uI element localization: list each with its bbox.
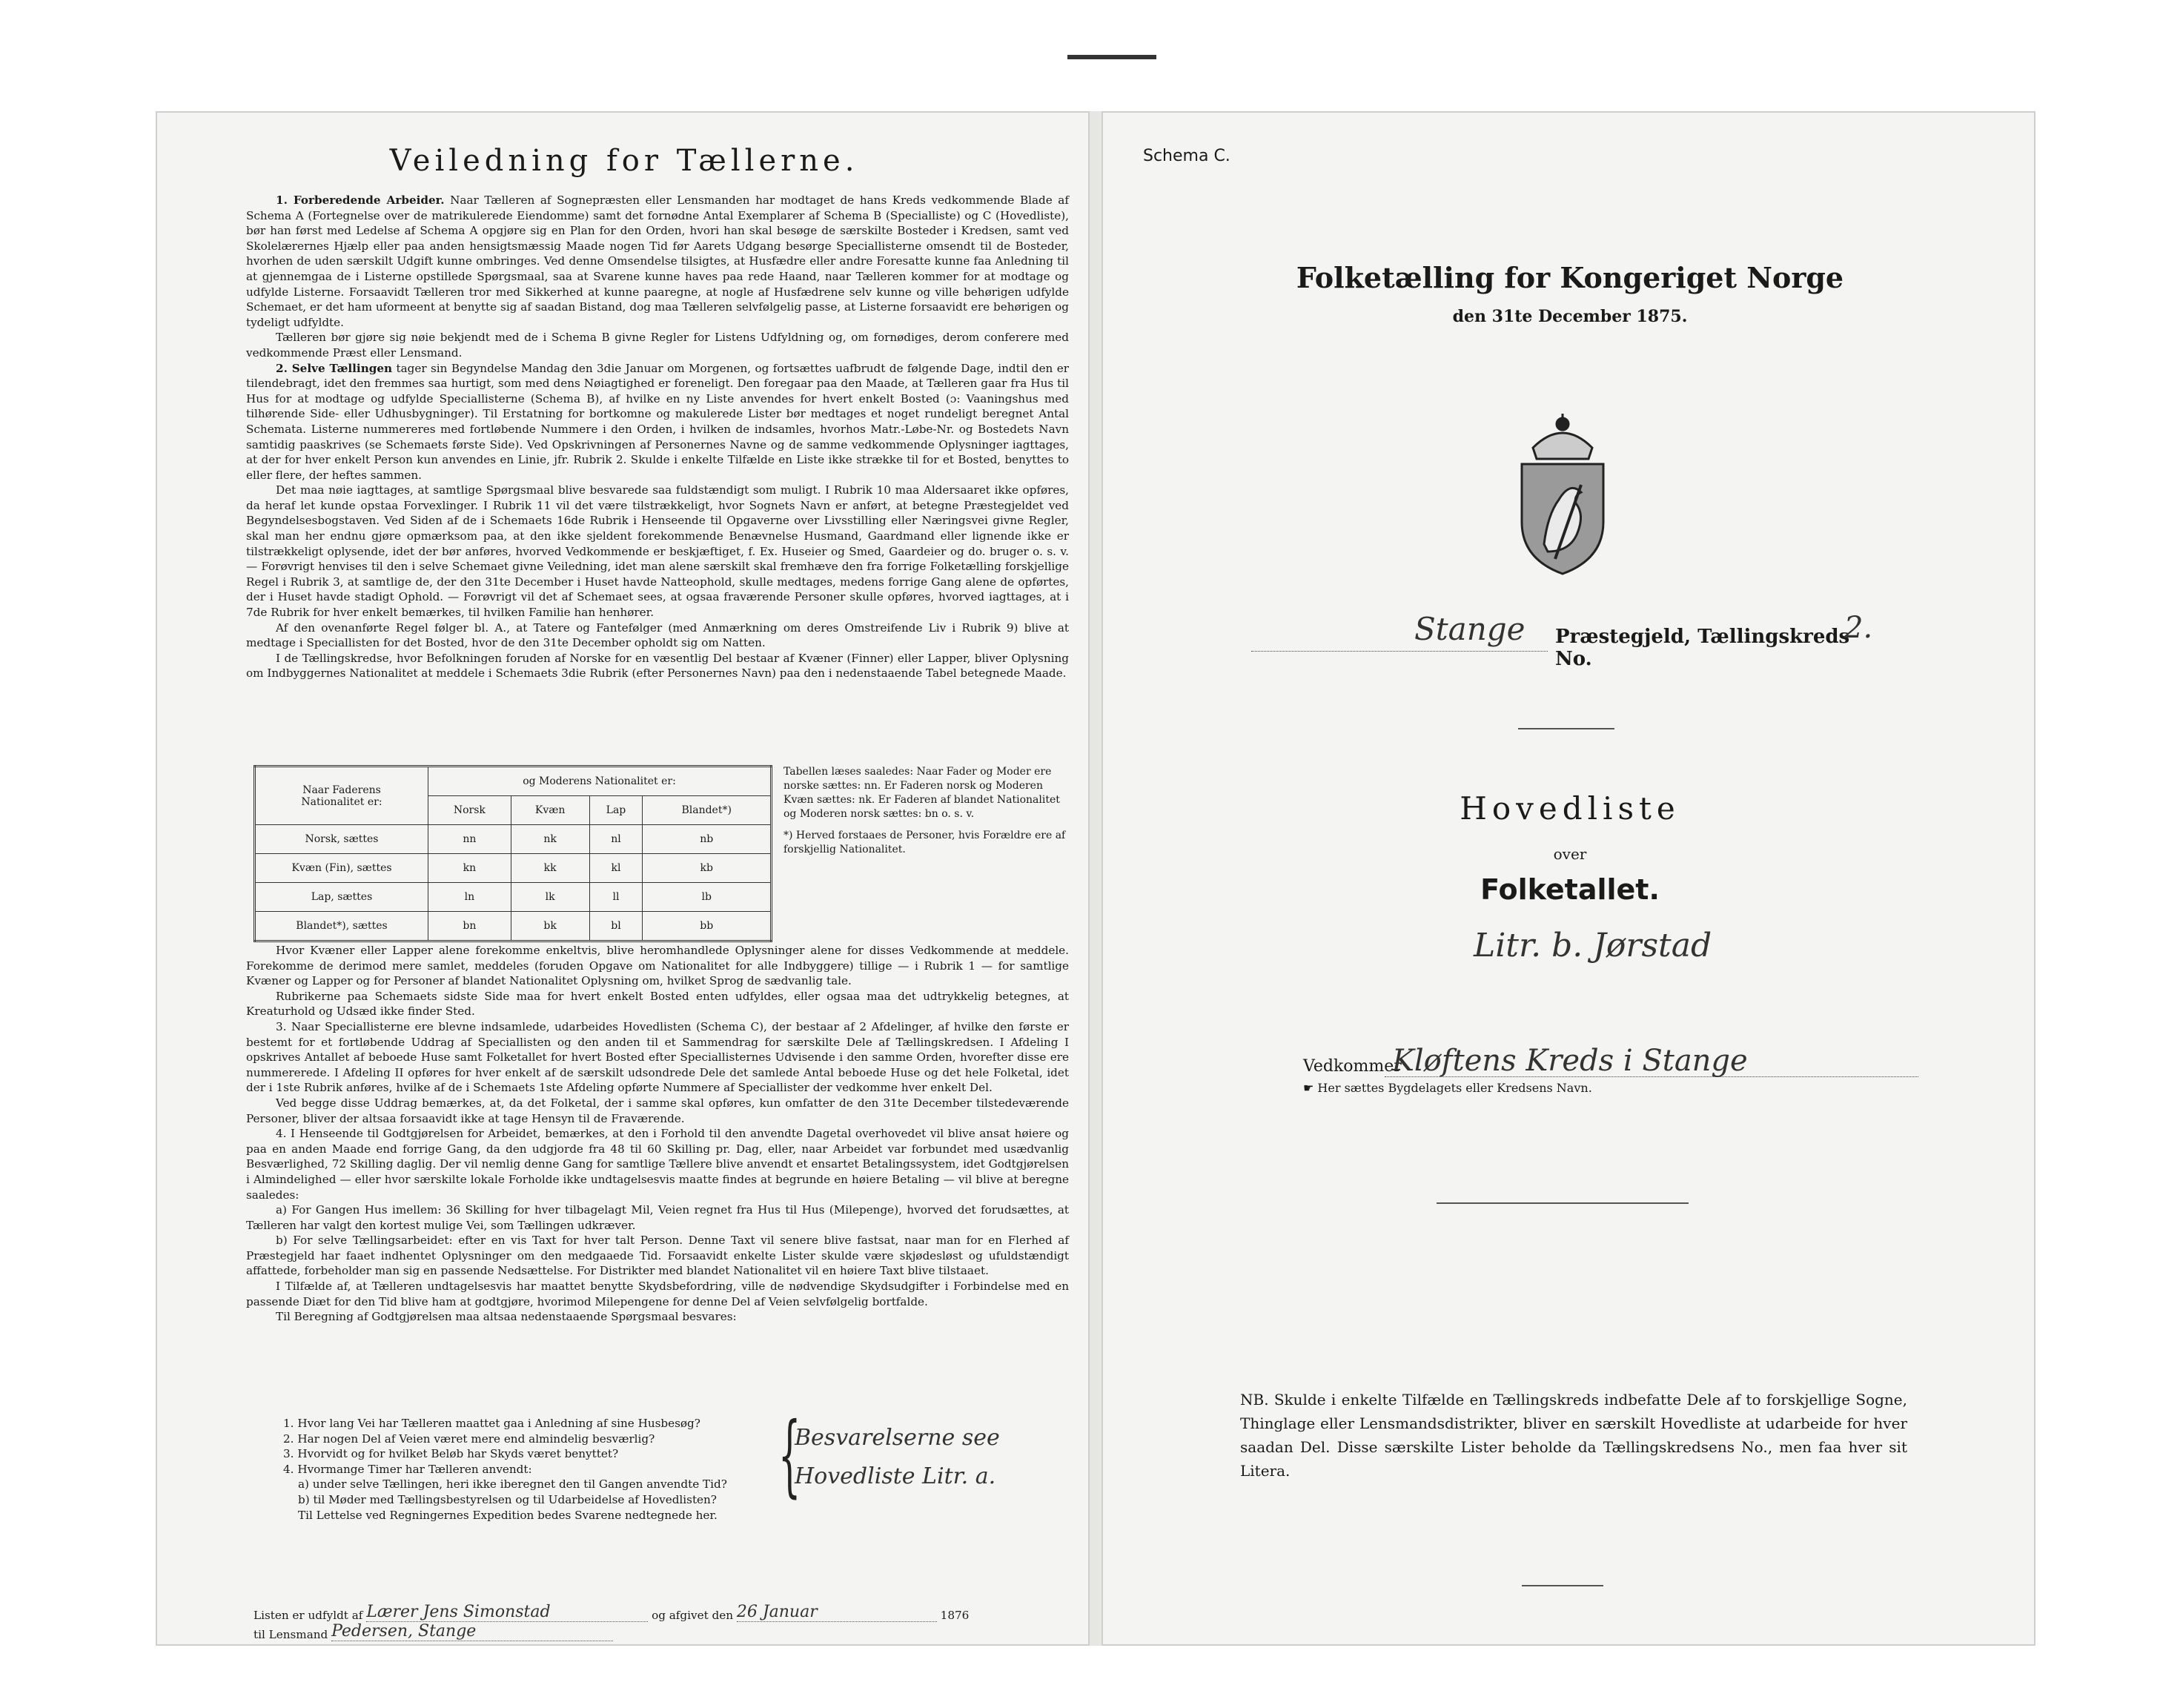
table-row xyxy=(255,912,772,941)
over-label: over xyxy=(1553,845,1587,863)
question: 3. Hvorvidt og for hvilket Beløb har Skyds været benyttet? xyxy=(283,1447,619,1461)
paragraph: I Tilfælde af, at Tælleren undtagelsesvis har maattet benytte Skydsbefordring, ville de nødvendige Skydsudgifter i Forbindelse med en passende Diæt for den Tid blive ham at godtgjøre, hvorimod Milepengene for denne Del af Veien selvfølgelig bortfalde. xyxy=(246,1280,1069,1308)
table-cell: bl xyxy=(589,912,643,941)
question: b) til Møder med Tællingsbestyrelsen og til Udarbeidelse af Hovedlisten? xyxy=(298,1492,717,1506)
vedkommer-label: Vedkommer xyxy=(1303,1057,1402,1076)
census-date: den 31te December 1875. xyxy=(1452,307,1688,326)
handwritten-district-no: 2. xyxy=(1844,611,1873,645)
vedkommer-note: ☛ Her sættes Bygdelagets eller Kredsens Navn. xyxy=(1303,1081,1592,1095)
coat-of-arms-icon xyxy=(1488,403,1637,584)
paragraph: 2. Selve Tællingen tager sin Begyndelse Mandag den 3die Januar om Morgenen, og fortsættes uafbrudt de følgende Dage, indtil den er tilendebragt, idet den fremmes saa hurtigt, som med dens Nøiagtighed er foreneligt. Den foregaar paa den Maade, at Tælleren gaar fra Hus til Hus for at modtage og udfylde Speciallisterne (Schema B), af hvilke en ny Liste anvendes for hvert enkelt Bosted (ɔ: Vaaningshus med tilhørende Side- eller Udhusbygninger). Til Erstatning for bortkomne og makulerede Lister bør medtages et noget rundeligt beregnet Antal Schemata. Listerne nummereres med fortløbende Nummere i den Orden, i hvilken de indsamles, hvorhos Matr.-Løbe-Nr. og Bostedets Navn samtidig paaskrives (se Schemaets første Side). Ved Opskrivningen af Personernes Navne og de samme vedkommende Oplysninger iagttages, at der for hver enkelt Person kun anvendes en Linie, jfr. Rubrik 2. Skulde i enkelte Tilfælde en Liste ikke strække til for et Bosted, benyttes to eller flere, der heftes sammen. xyxy=(246,361,1069,482)
right-page xyxy=(1102,111,2035,1646)
filled-by-line: Listen er udfyldt af Lærer Jens Simonstad og afgivet den 26 Januar 1876 xyxy=(254,1603,970,1622)
paragraph: Det maa nøie iagttages, at samtlige Spørgsmaal blive besvarede saa fuldstændigt som muligt. I Rubrik 10 maa Aldersaaret ikke opføres, da heraf let kunde opstaa Forvexlinger. I Rubrik 11 vil det være tilstrækkeligt, hvor Sognets Navn er anført, at betegne Præstegjeldet ved Begyndelsesbogstaven. Ved Siden af de i Schemaets 16de Rubrik i Henseende til Opgaverne over Livsstilling eller Næringsvei givne Regler, skal man her endnu gjøre opmærksom paa, at den ikke sjeldent forekommende Benævnelse Husmand, Gaardmand eller lignende ikke er tilstrækkeligt oplysende, idet der bør anføres, hvorved Vedkommende er beskjæftiget, f. Ex. Huseier og Smed, Gaardeier og do. bruger o. s. v. — Forøvrigt henvises til den i selve Schemaet givne Veiledning, idet man alene særskilt skal fremhæve den fra forrige Folketælling forskjellige Regel i Rubrik 3, at samtlige de, der den 31te December i Huset havde Natteophold, skulle medtages, medens forrige Gang alene de opførtes, der i Huset havde stadigt Ophold. — Forøvrigt vil det af Schemaet sees, at ogsaa fraværende Personer skulle opføres, hvorved iagttages, at i 7de Rubrik for hver enkelt bemærkes, til hvilken Familie han henhører. xyxy=(246,483,1069,620)
row-label: Blandet*), sættes xyxy=(255,912,428,941)
schema-label: Schema C. xyxy=(1143,147,1230,165)
divider xyxy=(1522,1585,1603,1586)
nb-note: NB. Skulde i enkelte Tilfælde en Tællingskreds indbefatte Dele af to forskjellige Sogne, Thinglage eller Lensmandsdistrikter, bliver en særskilt Hovedliste at udarbeide for hver saadan Del. Disse særskilte Lister beholde da Tællingskredsens No., men faa hver sit Litera. xyxy=(1240,1391,1907,1480)
paragraph: Hvor Kvæner eller Lapper alene forekomme enkeltvis, blive heromhandlede Oplysninger alene for disses Vedkommende at meddele. Forekomme de derimod mere samlet, meddeles (foruden Opgave om Nationalitet for alle Indbyggere) tillige — i Rubrik 1 — for samtlige Kvæner og Lapper og for Personer af blandet Nationalitet Oplysning om, hvilket Sprog de sædvanlig tale. xyxy=(246,944,1069,988)
parish-label: Præstegjeld, Tællingskreds No. xyxy=(1555,626,1850,670)
question: Til Lettelse ved Regningernes Expedition bedes Svarene nedtegnede her. xyxy=(298,1508,718,1522)
question: 4. Hvormange Timer har Tælleren anvendt: xyxy=(283,1462,532,1476)
paragraph: b) For selve Tællingsarbeidet: efter en vis Taxt for hver talt Person. Denne Taxt vil senere blive fastsat, naar man for en Flerhed af Præstegjeld har faaet indhentet Oplysninger om den medgaaede Tid. Forsaavidt enkelte Lister skulde være skjødesløst og ufuldstændigt affattede, forbeholder man sig en passende Nedsættelse. For Distrikter med blandet Nationalitet vil en høiere Taxt blive tilstaaet. xyxy=(246,1234,1069,1278)
paragraph: I de Tællingskredse, hvor Befolkningen foruden af Norske for en væsentlig Del bestaar af Kvæner (Finner) eller Lapper, bliver Oplysning om Indbyggernes Nationalitet at meddele i Schemaets 3die Rubrik (efter Personernes Navn) paa den i nedenstaaende Tabel betegnede Maade. xyxy=(246,651,1069,681)
paragraph: 1. Forberedende Arbeider. Naar Tælleren af Sognepræsten eller Lensmanden har modtaget de hans Kreds vedkommende Blade af Schema A (Fortegnelse over de matrikulerede Eiendomme) samt det fornødne Antal Exemplarer af Schema B (Specialliste) og C (Hovedliste), bør han først med Ledelse af Schema A opgjøre sig en Plan for den Orden, hvori han skal besøge de særskilte Bosteder i Kredsen, samt ved Skolelærernes Hjælp eller paa anden hensigtsmæssig Maade nogen Tid før Aarets Udgang besørge Speciallisterne omsendt til de Bosteder, hvorhen de uden særskilt Udgift kunne ombringes. Ved denne Omsendelse tilsigtes, at Husfædre eller andre Foresatte kunne faa Anledning til at gjennemgaa de i Listerne opstillede Spørgsmaal, saa at Svarene kunne haves paa rede Haand, naar Tælleren kommer for at modtage og udfylde Listerne. Forsaavidt Tælleren tror med Sikkerhed at kunne paaregne, at nogle af Husfædrene selv kunne og ville behørigen udfylde Schemaet, er det ham uformeent at benytte sig af saadan Bistand, dog maa Tælleren selvfølgelig passe, at Listerne forsaavidt ere behørigen og tydeligt udfyldte. xyxy=(246,193,1069,329)
row-label: Kvæn (Fin), sættes xyxy=(255,854,428,883)
table-row xyxy=(255,825,772,854)
nationality-table xyxy=(254,765,772,942)
paragraph: a) For Gangen Hus imellem: 36 Skilling for hver tilbagelagt Mil, Veien regnet fra Hus til Hus (Milepenge), hvorved det forudsættes, at Tælleren har valgt den kortest mulige Vei, som Tællingen udkræver. xyxy=(246,1203,1069,1232)
book-gutter xyxy=(1090,111,1102,1646)
top-binding-mark xyxy=(1067,55,1156,59)
table-cell: ll xyxy=(589,883,643,912)
handwritten-date: 26 Januar xyxy=(737,1603,937,1622)
fill-line xyxy=(1385,1076,1918,1077)
parish-line xyxy=(1251,611,1889,670)
table-cell: kl xyxy=(589,854,643,883)
row-label: Norsk, sættes xyxy=(255,825,428,854)
table-cell: ln xyxy=(428,883,511,912)
table-cell: bn xyxy=(428,912,511,941)
instructions-body xyxy=(246,193,1069,681)
handwritten-parish: Stange xyxy=(1414,611,1526,647)
column-header: Kvæn xyxy=(511,796,589,825)
paragraph: 3. Naar Speciallisterne ere blevne indsamlede, udarbeides Hovedlisten (Schema C), der bestaar af 2 Afdelinger, af hvilke den første er bestemt for et fortløbende Uddrag af Speciallisten og den anden til et Sammendrag for særskilte Dele af Tællingskredsen. I Afdeling I opskrives Antallet af beboede Huse samt Folketallet for hvert Bosted efter Speciallisternes Udvisende i den samme Orden, hvorefter disse ere nummererede. I Afdeling II opføres for hver enkelt af de særskilt udsondrede Dele det samlede Antal beboede Huse og det hele Folketal, idet der i 1ste Rubrik anføres, hvilke af de i Schemaets 1ste Afdeling opførte Nummere af Speciallister der vedkomme hver enkelt Del. xyxy=(246,1019,1069,1095)
table-note: Tabellen læses saaledes: Naar Fader og Moder ere norske sættes: nn. Er Faderen norsk og Moderen Kvæn sættes: nk. Er Faderen af blandet Nationalitet og Moderen norsk sættes: bn o. s. v. *) Herved forstaaes de Personer, hvis Forældre ere af forskjellig Nationalitet. xyxy=(784,766,1066,855)
question: 2. Har nogen Del af Veien været mere end almindelig besværlig? xyxy=(283,1431,655,1446)
left-page xyxy=(156,111,1090,1646)
table-cell: nk xyxy=(511,825,589,854)
handwritten-answer: Besvarelserne see Hovedliste Litr. a. xyxy=(795,1425,1000,1489)
instructions-title: Veiledning for Tællerne. xyxy=(389,144,859,178)
column-header: Norsk xyxy=(428,796,511,825)
question-list xyxy=(283,1416,772,1523)
paragraph: Tælleren bør gjøre sig nøie bekjendt med de i Schema B givne Regler for Listens Udfyldning og, om fornødiges, derom conferere med vedkommende Præst eller Lensmand. xyxy=(246,331,1069,360)
list-title: Hovedliste xyxy=(1460,790,1680,827)
fill-line xyxy=(1251,651,1548,652)
column-header: Lap xyxy=(589,796,643,825)
page-title: Folketælling for Kongeriget Norge xyxy=(1296,261,1844,294)
row-label: Lap, sættes xyxy=(255,883,428,912)
divider xyxy=(1518,728,1614,729)
table-cell: kb xyxy=(643,854,772,883)
column-header: Blandet*) xyxy=(643,796,772,825)
table-cell: nn xyxy=(428,825,511,854)
paragraph: Til Beregning af Godtgjørelsen maa altsaa nedenstaaende Spørgsmaal besvares: xyxy=(276,1310,737,1324)
nationality-section xyxy=(254,765,1069,936)
table-cell: lk xyxy=(511,883,589,912)
table-cell: lb xyxy=(643,883,772,912)
table-cell: kk xyxy=(511,854,589,883)
table-cell: nb xyxy=(643,825,772,854)
question: 1. Hvor lang Vei har Tælleren maattet gaa i Anledning af sine Husbesøg? xyxy=(283,1417,700,1430)
table-row xyxy=(255,854,772,883)
handwritten-lensmand: Pedersen, Stange xyxy=(331,1622,613,1641)
question: a) under selve Tællingen, heri ikke iberegnet den til Gangen anvendte Tid? xyxy=(298,1477,727,1492)
table-row xyxy=(255,883,772,912)
table-cell: nl xyxy=(589,825,643,854)
paragraph: Af den ovenanførte Regel følger bl. A., at Tatere og Fantefølger (med Anmærkning om deres Omstreifende Liv i Rubrik 9) blive at medtage i Speciallisten for det Bosted, hvor de den 31te December opholdt sig om Natten. xyxy=(246,620,1069,650)
table-cell: kn xyxy=(428,854,511,883)
paragraph: Rubrikerne paa Schemaets sidste Side maa for hvert enkelt Bosted enten udfyldes, eller ogsaa maa det udtrykkelig betegnes, at Kreaturhold og Udsæd ikke finder Sted. xyxy=(246,989,1069,1019)
paragraph: Ved begge disse Uddrag bemærkes, at, da det Folketal, der i samme skal opføres, kun omfatter de den 31te December tilstedeværende Personer, bliver der altsaa forsaavidt ikke at tage Hensyn til de Fraværende. xyxy=(246,1096,1069,1125)
instructions-body-continued xyxy=(246,943,1069,1325)
folketallet-title: Folketallet. xyxy=(1480,873,1660,906)
handwritten-district: Kløftens Kreds i Stange xyxy=(1392,1044,1748,1078)
lensmand-line: til Lensmand Pedersen, Stange xyxy=(254,1622,613,1641)
table-corner: Naar Faderens Nationalitet er: xyxy=(255,767,428,825)
handwritten-litra: Litr. b. Jørstad xyxy=(1474,927,1712,964)
handwritten-name: Lærer Jens Simonstad xyxy=(366,1603,648,1622)
brace-mark: { xyxy=(778,1404,801,1507)
table-group-header: og Moderens Nationalitet er: xyxy=(428,767,772,796)
divider xyxy=(1437,1202,1689,1204)
table-cell: bb xyxy=(643,912,772,941)
paragraph: 4. I Henseende til Godtgjørelsen for Arbeidet, bemærkes, at den i Forhold til den anvendte Dagetal overhovedet vil blive ansat høiere og paa en anden Maade end forrige Gang, da den udgjorde fra 48 til 60 Skilling pr. Dag, eller, naar Arbeidet var forbundet med usædvanlig Besværlighed, 72 Skilling daglig. Der vil nemlig denne Gang for samtlige Tællere blive anvendt et ensartet Betalingssystem, idet Godtgjørelsen i Almindelighed — eller hvor særskilte lokale Forholde ikke undtagelsesvis maatte findes at begrunde en høiere Betaling — vil blive at beregne saaledes: xyxy=(246,1127,1070,1202)
table-cell: bk xyxy=(511,912,589,941)
